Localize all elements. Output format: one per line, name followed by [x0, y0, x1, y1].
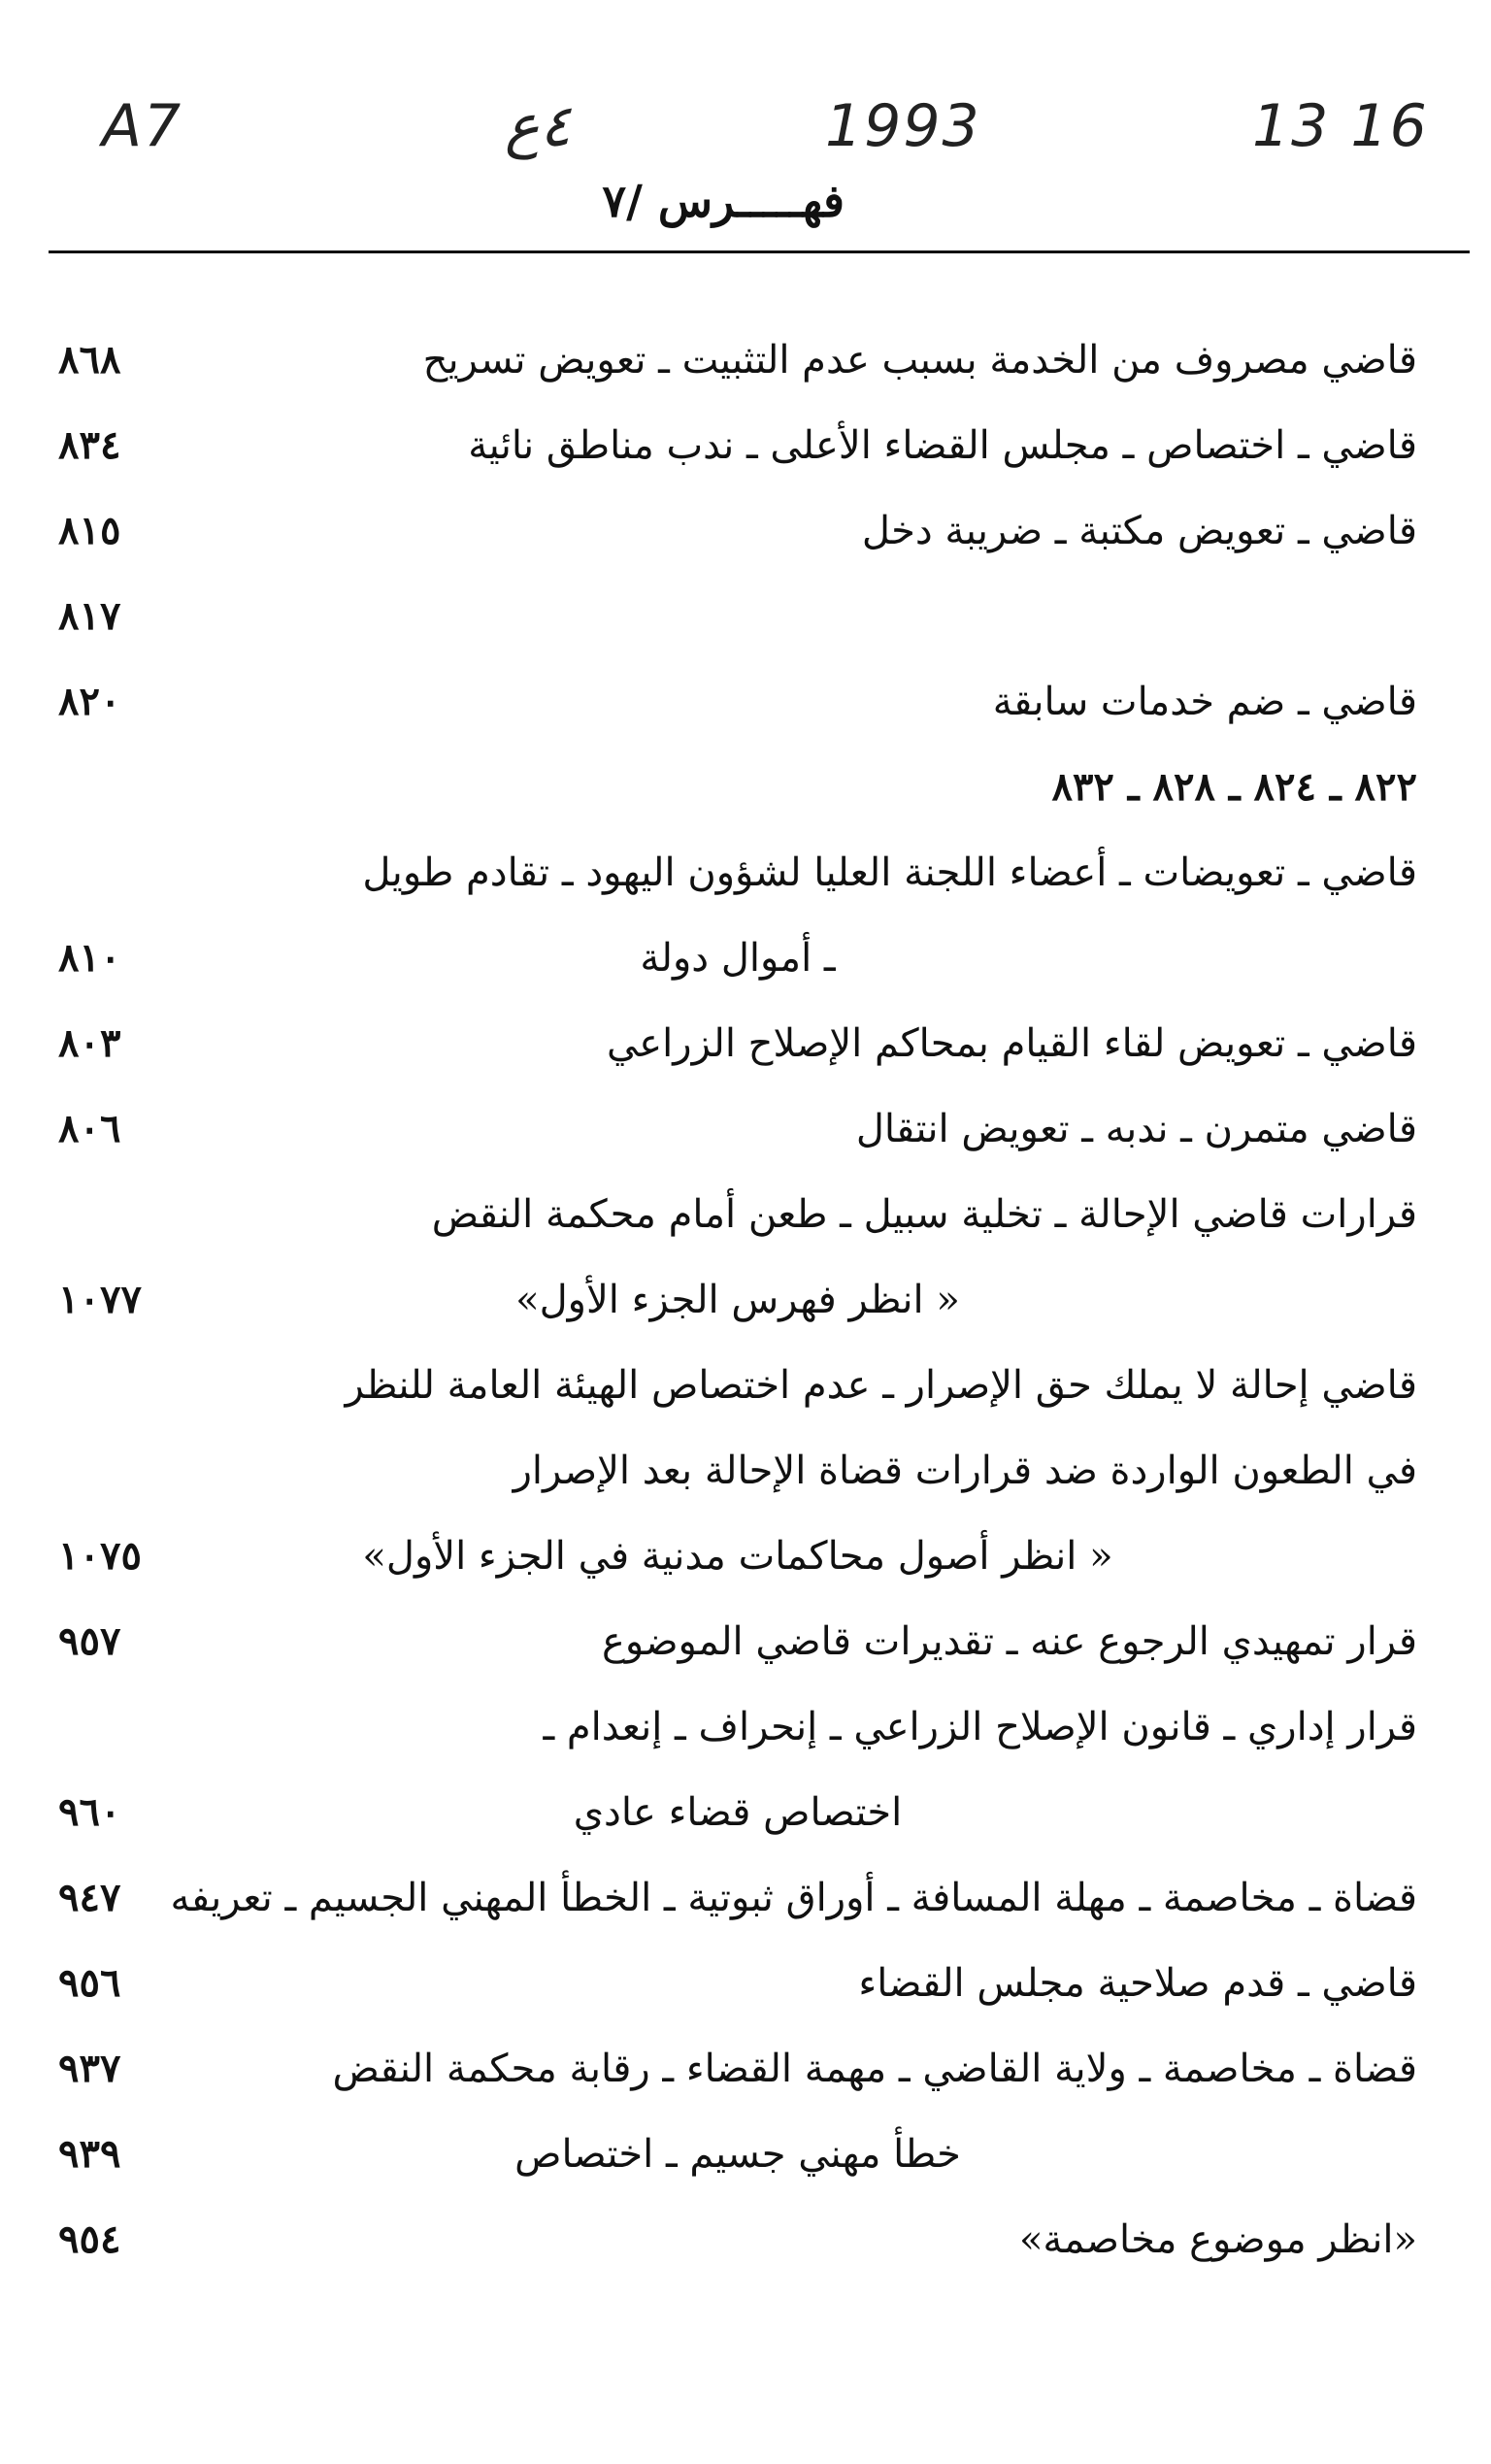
- index-entry-text: في الطعون الواردة ضد قرارات قضاة الإحالة بعد الإصرار: [513, 1448, 1417, 1493]
- index-row: [58, 322, 1417, 398]
- index-row: [58, 408, 1417, 483]
- index-row: [58, 579, 1417, 654]
- index-row: [58, 1689, 1417, 1765]
- index-entry-text: قرارات قاضي الإحالة ـ تخلية سبيل ـ طعن أمام محكمة النقض: [431, 1192, 1417, 1237]
- index-page-number: ٩٥٤: [58, 2216, 121, 2262]
- index-page-number: ٨١٥: [58, 508, 121, 553]
- index-page-number: ٩٣٧: [58, 2046, 121, 2091]
- index-page-number: ٩٣٩: [58, 2131, 121, 2177]
- index-page-number: ٨١٧: [58, 593, 121, 639]
- index-page-number: ٩٤٧: [58, 1875, 121, 1920]
- index-entry-text: قاضي إحالة لا يملك حق الإصرار ـ عدم اختصاص الهيئة العامة للنظر: [345, 1363, 1417, 1408]
- index-page-number: ٩٦٠: [58, 1789, 121, 1835]
- index-entry-text: ـ أموال دولة: [640, 936, 836, 981]
- handwritten-note-2: ٤ع: [505, 92, 572, 160]
- index-row: [58, 2116, 1417, 2192]
- index-row: [58, 920, 1417, 996]
- index-row: [58, 1262, 1417, 1338]
- index-row: [58, 2202, 1417, 2278]
- index-row: [58, 1518, 1417, 1594]
- index-page-number: ٨١٠: [58, 935, 121, 981]
- index-entry-text: « انظر أصول محاكمات مدنية في الجزء الأول»: [362, 1534, 1113, 1579]
- index-row: [58, 2031, 1417, 2107]
- index-entry-text: قاضي متمرن ـ ندبه ـ تعويض انتقال: [855, 1107, 1417, 1151]
- index-entry-text: خطأ مهني جسيم ـ اختصاص: [514, 2132, 961, 2177]
- index-row: [58, 1946, 1417, 2021]
- index-entry-pages: ٨٢٢ ـ ٨٢٤ ـ ٨٢٨ ـ ٨٣٢: [1051, 764, 1417, 810]
- index-entry-text: قرار إداري ـ قانون الإصلاح الزراعي ـ إنحراف ـ إنعدام ـ: [543, 1705, 1417, 1749]
- page-title: فهـــــرس /٧: [602, 175, 845, 227]
- index-page-number: ١٠٧٧: [58, 1277, 142, 1322]
- handwritten-note-4: 13 16: [1252, 92, 1429, 160]
- index-entry-text: قاضي ـ اختصاص ـ مجلس القضاء الأعلى ـ ندب مناطق نائية: [468, 423, 1417, 468]
- index-row: [58, 1348, 1417, 1423]
- index-row: [58, 664, 1417, 740]
- index-row: [58, 1775, 1417, 1850]
- index-row: [58, 835, 1417, 911]
- index-page-number: ٨٠٦: [58, 1106, 121, 1151]
- index-entry-text: قاضي ـ قدم صلاحية مجلس القضاء: [858, 1961, 1417, 2006]
- index-row: [58, 1177, 1417, 1252]
- index-row: [58, 1604, 1417, 1680]
- index-page-number: ٨٠٣: [58, 1020, 121, 1066]
- index-row: [58, 1433, 1417, 1509]
- index-entry-text: قاضي ـ تعويض لقاء القيام بمحاكم الإصلاح الزراعي: [606, 1021, 1417, 1066]
- index-row: [58, 493, 1417, 569]
- index-page-number: ٩٥٦: [58, 1960, 121, 2006]
- index-row: [58, 749, 1417, 825]
- index-entry-text: قضاة ـ مخاصمة ـ ولاية القاضي ـ مهمة القضاء ـ رقابة محكمة النقض: [332, 2047, 1417, 2091]
- index-row: [58, 1091, 1417, 1167]
- handwritten-note-1: A7: [102, 92, 183, 160]
- index-page-number: ٨٦٨: [58, 337, 121, 383]
- index-page-number: ٩٥٧: [58, 1618, 121, 1664]
- index-page-number: ١٠٧٥: [58, 1533, 142, 1579]
- index-entry-text: قاضي ـ ضم خدمات سابقة: [992, 680, 1417, 724]
- handwritten-note-3: 1993: [825, 92, 981, 160]
- index-row: [58, 1860, 1417, 1936]
- index-page-number: ٨٢٠: [58, 679, 121, 724]
- index-entry-text: اختصاص قضاء عادي: [573, 1790, 903, 1835]
- index-entry-text: «انظر موضوع مخاصمة»: [1018, 2217, 1417, 2262]
- index-entry-text: قاضي ـ تعويضات ـ أعضاء اللجنة العليا لشؤون اليهود ـ تقادم طويل: [362, 850, 1417, 895]
- index-entry-text: قضاة ـ مخاصمة ـ مهلة المسافة ـ أوراق ثبوتية ـ الخطأ المهني الجسيم ـ تعريفه: [170, 1876, 1417, 1920]
- index-entry-text: « انظر فهرس الجزء الأول»: [515, 1278, 960, 1322]
- index-entry-text: قاضي ـ تعويض مكتبة ـ ضريبة دخل: [861, 509, 1417, 553]
- index-page-number: ٨٣٤: [58, 422, 121, 468]
- index-entry-text: قاضي مصروف من الخدمة بسبب عدم التثبيت ـ تعويض تسريح: [422, 338, 1417, 383]
- index-entry-text: قرار تمهيدي الرجوع عنه ـ تقديرات قاضي الموضوع: [602, 1619, 1417, 1664]
- header-divider: [49, 250, 1470, 253]
- index-row: [58, 1006, 1417, 1082]
